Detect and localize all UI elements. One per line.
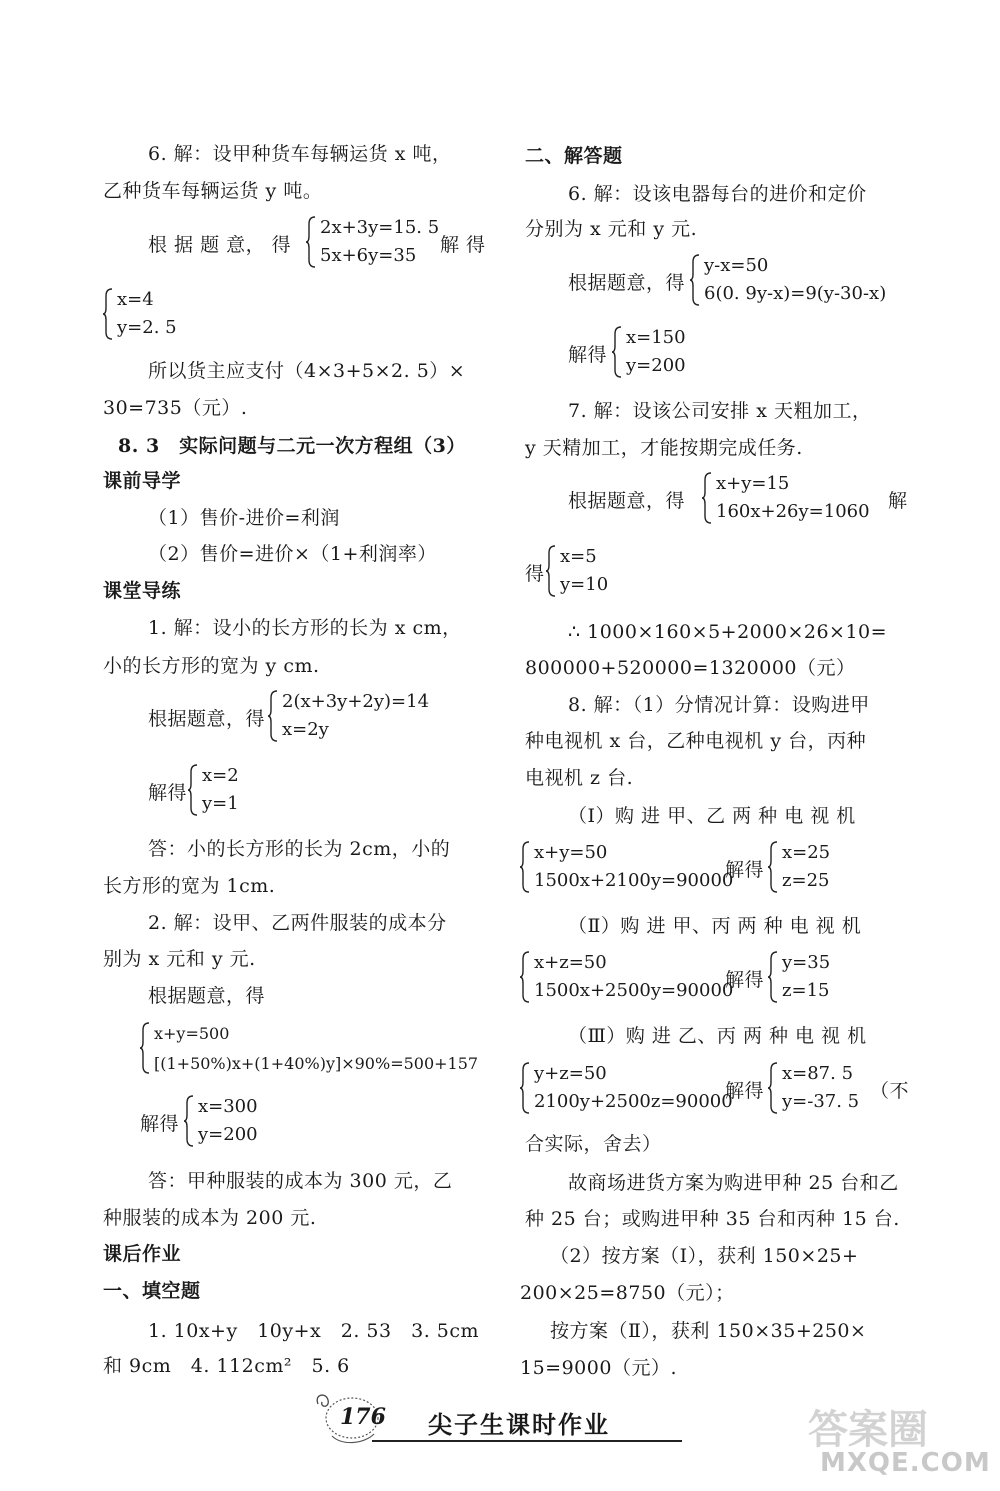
text-line: 根据题意，得 [568,490,686,512]
text-line: 解得 [725,1080,765,1102]
equation: y=-37. 5 [782,1091,860,1112]
brace-icon [546,545,556,597]
brace-icon [702,472,712,524]
equation-system [184,1095,294,1147]
text-line: （1）售价-进价=利润 [148,507,340,529]
book-title: 尖子生课时作业 [428,1411,610,1439]
text-line: 8. 解：（1）分情况计算：设购进甲 [568,694,870,716]
text-line: 乙种货车每辆运货 y 吨。 [103,180,323,202]
equation-system [140,1022,500,1076]
text-line: 800000+520000=1320000（元） [525,657,856,679]
equation-system [768,1062,868,1114]
text-line: 故商场进货方案为购进甲种 25 台和乙 [568,1172,899,1194]
watermark-logo: 答案圈 [808,1407,928,1453]
text-line: 分别为 x 元和 y 元. [525,218,698,240]
text-line: 种电视机 x 台，乙种电视机 y 台，丙种 [525,730,867,752]
text-line: 6. 解：设甲种货车每辆运货 x 吨， [148,143,452,165]
text-line: （Ⅰ）购 进 甲、乙 两 种 电 视 机 [568,805,856,827]
section-heading: 课前导学 [103,470,182,492]
text-line: 15=9000（元）. [520,1357,677,1379]
equation: 160x+26y=1060 [716,501,870,522]
section-title: 8. 3 实际问题与二元一次方程组（3） [118,435,466,457]
text-line: 长方形的宽为 1cm. [103,875,276,897]
equation: [(1+50%)x+(1+40%)y]×90%=500+157 [154,1054,479,1073]
text-line: 所以货主应支付（4×3+5×2. 5）× [148,360,466,382]
equation: y=200 [198,1124,258,1145]
brace-icon [103,288,113,340]
text-line: 电视机 z 台. [525,767,634,789]
text-line: 和 9cm 4. 112cm² 5. 6 [103,1355,350,1377]
section-heading: 课后作业 [103,1243,182,1265]
equation-system [702,472,872,524]
brace-icon [520,951,530,1003]
text-line: 答：甲种服装的成本为 300 元，乙 [148,1170,453,1192]
text-line: 解 得 [440,234,486,256]
brace-icon [612,326,622,378]
brace-icon [520,1062,530,1114]
brace-icon [520,841,530,893]
brace-icon [184,1095,194,1147]
text-line: （Ⅲ）购 进 乙、丙 两 种 电 视 机 [568,1025,867,1047]
text-line: 种服装的成本为 200 元. [103,1207,317,1229]
equation: 2(x+3y+2y)=14 [282,691,430,712]
equation: y=1 [202,793,239,814]
equation-system [306,216,456,268]
equation: z=15 [782,980,830,1001]
equation: x=2 [202,765,239,786]
equation: 5x+6y=35 [320,245,417,266]
text-line: 根据题意，得 [148,985,266,1007]
brace-icon [768,841,778,893]
text-line: （2）按方案（Ⅰ），获利 150×25+ [550,1245,859,1267]
text-line: 按方案（Ⅱ），获利 150×35+250× [550,1320,867,1342]
brace-icon [768,1062,778,1114]
text-line: 小的长方形的宽为 y cm. [103,655,320,677]
text-line: ∴ 1000×160×5+2000×26×10= [568,621,888,643]
text-line: 1. 解：设小的长方形的长为 x cm， [148,617,462,639]
equation: 6(0. 9y-x)=9(y-30-x) [704,283,887,304]
equation-system [520,951,734,1003]
equation: x+y=50 [534,842,608,863]
brace-icon [188,764,198,816]
equation: y=2. 5 [117,317,177,338]
text-line: 解 [888,490,908,512]
brace-icon [140,1022,150,1074]
equation: 2100y+2500z=90000 [534,1091,733,1112]
text-line: 6. 解：设该电器每台的进价和定价 [568,183,867,205]
text-line: 解得 [568,344,608,366]
brace-icon [690,254,700,306]
equation-system [103,288,203,340]
text-line: 200×25=8750（元）； [520,1282,735,1304]
equation: x+y=500 [154,1024,230,1043]
equation-system [188,764,288,816]
brace-icon [306,216,316,268]
text-line: （Ⅱ）购 进 甲、丙 两 种 电 视 机 [568,915,862,937]
equation: y=10 [560,574,609,595]
text-line: 解得 [148,782,188,804]
text-line: 得 [525,563,545,585]
equation: x=300 [198,1096,258,1117]
equation-system [612,326,722,378]
equation: x=25 [782,842,831,863]
text-line: 2. 解：设甲、乙两件服装的成本分 [148,912,447,934]
text-line: （不 [870,1080,910,1102]
equation: x=5 [560,546,597,567]
equation-system [768,841,868,893]
equation: x=150 [626,327,686,348]
section-heading: 一、填空题 [103,1280,201,1302]
text-line: 种 25 台；或购进甲种 35 台和丙种 15 台. [525,1208,900,1230]
equation-system [690,254,930,306]
equation-system [268,690,448,742]
equation: x=2y [282,719,329,740]
text-line: 解得 [725,859,765,881]
text-line: 解得 [725,969,765,991]
equation: x=4 [117,289,154,310]
equation: 1500x+2500y=90000 [534,980,734,1001]
text-line: 根 据 题 意， 得 [148,234,292,256]
equation: 2x+3y=15. 5 [320,217,440,238]
text-line: 答：小的长方形的长为 2cm，小的 [148,838,451,860]
equation: 1500x+2100y=90000 [534,870,734,891]
footer-rule [372,1440,682,1442]
equation-system [546,545,646,597]
brace-icon [268,690,278,742]
equation: y+z=50 [534,1063,607,1084]
text-line: （2）售价=进价×（1+利润率） [148,543,437,565]
equation-system [520,841,734,893]
equation-system [768,951,868,1003]
text-line: 合实际，舍去） [525,1133,662,1155]
text-line: 7. 解：设该公司安排 x 天粗加工， [568,400,872,422]
text-line: 根据题意，得 [148,708,266,730]
section-heading: 课堂导练 [103,580,182,602]
equation: y=200 [626,355,686,376]
text-line: 别为 x 元和 y 元. [103,948,256,970]
text-line: y 天精加工，才能按期完成任务. [525,437,803,459]
text-line: 根据题意，得 [568,272,686,294]
text-line: 30=735（元）. [103,397,248,419]
watermark-url: MXQE.COM [820,1448,991,1478]
equation: z=25 [782,870,830,891]
page-number: 176 [340,1404,386,1430]
equation: y=35 [782,952,831,973]
text-line: 1. 10x+y 10y+x 2. 53 3. 5cm [148,1320,480,1342]
equation-system [520,1062,733,1114]
equation: x+y=15 [716,473,790,494]
brace-icon [768,951,778,1003]
text-line: 解得 [140,1113,180,1135]
section-heading: 二、解答题 [525,145,623,167]
equation: x+z=50 [534,952,607,973]
equation: x=87. 5 [782,1063,854,1084]
equation: y-x=50 [704,255,769,276]
